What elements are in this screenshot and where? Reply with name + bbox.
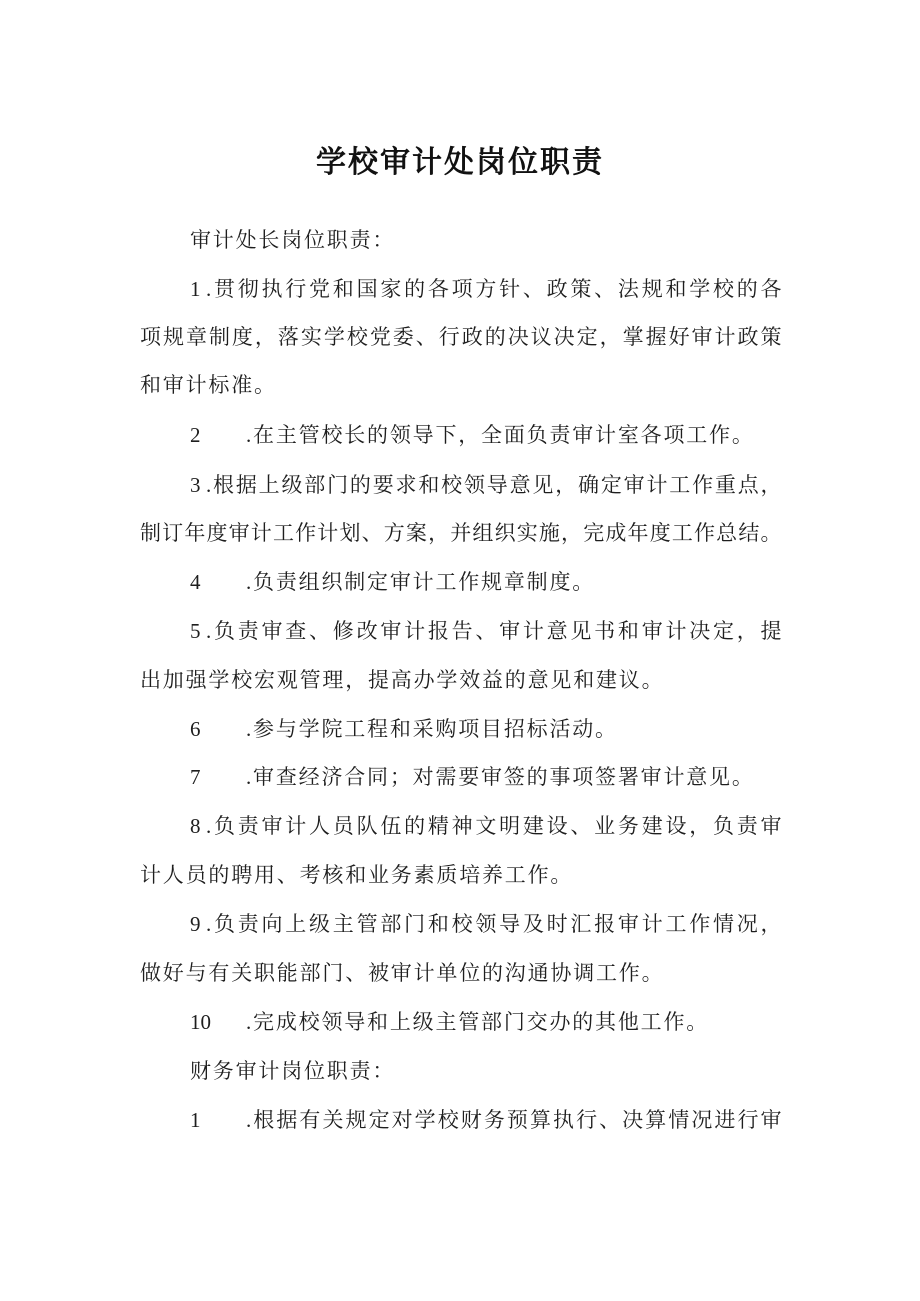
item-number: 5 — [190, 619, 201, 643]
item-number: 9 — [190, 912, 201, 936]
item-number: 6 — [190, 717, 201, 741]
item-text: .负责向上级主管部门和校领导及时汇报审计工作情况， — [206, 912, 782, 936]
item-number: 4 — [190, 570, 201, 594]
list-item — [190, 811, 782, 841]
list-item — [190, 567, 782, 597]
item-text-continuation: 出加强学校宏观管理，提高办学效益的意见和建议。 — [140, 668, 665, 692]
list-item — [190, 1105, 782, 1135]
list-item — [190, 714, 782, 744]
item-number: 8 — [190, 814, 201, 838]
list-item — [190, 420, 782, 450]
item-text: .负责审计人员队伍的精神文明建设、业务建设，负责审 — [206, 814, 782, 838]
list-item — [190, 616, 782, 646]
item-text: .参与学院工程和采购项目招标活动。 — [246, 717, 618, 741]
item-text: .贯彻执行党和国家的各项方针、政策、法规和学校的各 — [206, 277, 782, 301]
section-heading: 审计处长岗位职责： — [190, 228, 396, 252]
item-text: .根据上级部门的要求和校领导意见，确定审计工作重点， — [206, 473, 782, 497]
item-text-continuation: 做好与有关职能部门、被审计单位的沟通协调工作。 — [140, 961, 665, 985]
section-heading: 财务审计岗位职责： — [190, 1059, 396, 1083]
item-text: .根据有关规定对学校财务预算执行、决算情况进行审 — [246, 1108, 782, 1132]
item-number: 1 — [190, 1108, 201, 1132]
item-text-continuation: 和审计标准。 — [140, 373, 277, 397]
item-number: 3 — [190, 473, 201, 497]
list-item — [190, 1007, 782, 1037]
list-item — [190, 762, 782, 792]
item-number: 2 — [190, 423, 201, 447]
item-text-continuation: 项规章制度，落实学校党委、行政的决议决定，掌握好审计政策 — [140, 325, 782, 349]
item-text: .负责审查、修改审计报告、审计意见书和审计决定，提 — [206, 619, 782, 643]
item-text: .审查经济合同；对需要审签的事项签署审计意见。 — [246, 765, 755, 789]
item-number: 1 — [190, 277, 201, 301]
list-item — [190, 274, 782, 304]
list-item — [190, 470, 782, 500]
page-title: 学校审计处岗位职责 — [316, 145, 604, 180]
item-number: 10 — [190, 1010, 211, 1034]
item-number: 7 — [190, 765, 201, 789]
item-text: .负责组织制定审计工作规章制度。 — [246, 570, 596, 594]
item-text-continuation: 制订年度审计工作计划、方案，并组织实施，完成年度工作总结。 — [140, 521, 782, 545]
item-text: .在主管校长的领导下，全面负责审计室各项工作。 — [246, 423, 755, 447]
item-text: .完成校领导和上级主管部门交办的其他工作。 — [246, 1010, 710, 1034]
list-item — [190, 909, 782, 939]
item-text-continuation: 计人员的聘用、考核和业务素质培养工作。 — [140, 863, 574, 887]
